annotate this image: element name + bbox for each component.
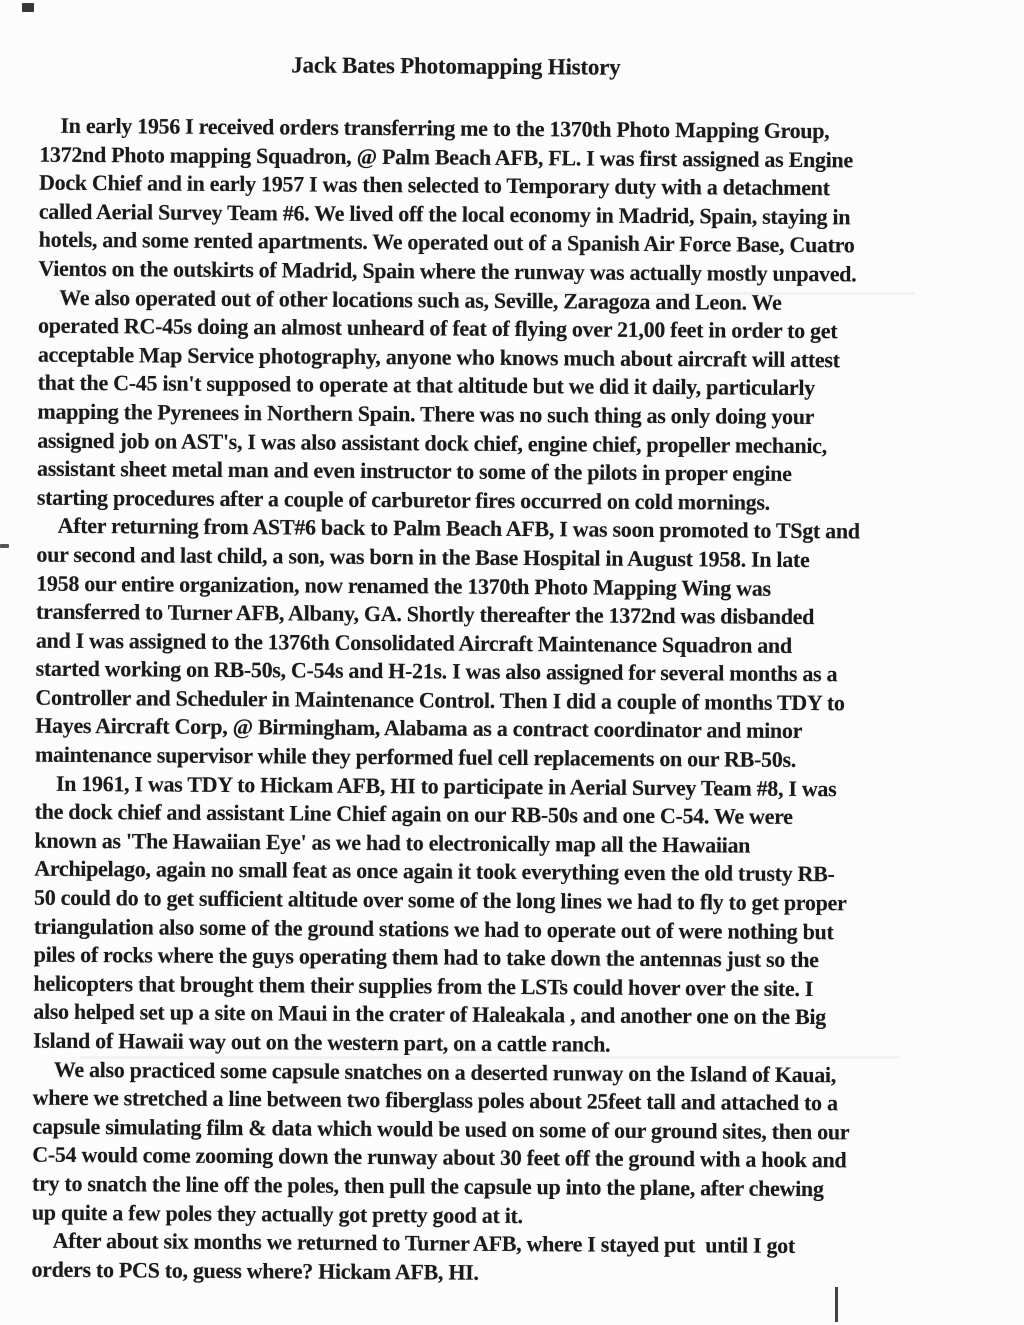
text-line: After about six months we returned to Turner AFB, where I stayed put until I got — [52, 1227, 796, 1259]
scan-artifact-margin-dash — [0, 544, 9, 548]
text-line: mapping the Pyrenees in Northern Spain. There was no such thing as only doing your — [37, 398, 815, 430]
text-line: assigned job on AST's, I was also assistant dock chief, engine chief, propeller mechanic, — [37, 427, 827, 458]
page-content — [31, 49, 996, 1291]
text-line: acceptable Map Service photography, anyone who knows much about aircraft will attest — [37, 341, 840, 373]
text-line: transferred to Turner AFB, Albany, GA. Shortly thereafter the 1372nd was disbanded — [35, 598, 815, 630]
text-line: maintenance supervisor while they performed fuel cell replacements on our RB-50s. — [34, 741, 797, 773]
text-line: Hayes Aircraft Corp, @ Birmingham, Alabama as a contract coordinator and minor — [35, 713, 803, 744]
document-title: Jack Bates Photomapping History — [291, 52, 621, 80]
paragraph — [31, 1227, 987, 1291]
text-line: 50 could do to get sufficient altitude over some of the long lines we had to fly to get proper — [34, 884, 847, 916]
text-line: Archipelago, again no small feat as once again it took everything even the old trusty RB- — [34, 856, 835, 887]
text-line: In 1961, I was TDY to Hickam AFB, HI to participate in Aerial Survey Team #8, I was — [55, 770, 837, 801]
text-line: We also practiced some capsule snatches on a deserted runway on the Island of Kauai, — [53, 1056, 837, 1087]
text-line: helicopters that brought them their supplies from the LSTs could hover over the site. I — [33, 970, 814, 1001]
text-line: also helped set up a site on Maui in the crater of Haleakala , and another one on the Big — [33, 999, 826, 1030]
text-line: and I was assigned to the 1376th Consolidated Aircraft Maintenance Squadron and — [35, 627, 792, 658]
text-line: piles of rocks where the guys operating them had to take down the antennas just so the — [33, 941, 819, 973]
paragraph — [37, 283, 995, 518]
text-line: assistant sheet metal man and even instructor to some of the pilots in proper engine — [36, 455, 792, 487]
text-line: up quite a few poles they actually got pretty good at it. — [31, 1199, 523, 1228]
text-line: starting procedures after a couple of carburetor fires occurred on cold mornings. — [36, 484, 770, 515]
text-line: started working on RB-50s, C-54s and H-21s. I was also assigned for several months as a — [35, 655, 838, 687]
text-line: that the C-45 isn't supposed to operate at that altitude but we did it daily, particularly — [37, 369, 816, 401]
text-line: orders to PCS to, guess where? Hickam AFB, HI. — [31, 1256, 479, 1285]
scan-artifact-vertical-line — [835, 1287, 838, 1322]
text-line: After returning from AST#6 back to Palm Beach AFB, I was soon promoted to TSgt and — [57, 513, 860, 544]
paragraph — [33, 769, 991, 1062]
text-line: 1372nd Photo mapping Squadron, @ Palm Beach AFB, FL. I was first assigned as Engine — [39, 141, 853, 172]
text-line: Controller and Scheduler in Maintenance Control. Then I did a couple of months TDY to — [35, 684, 845, 716]
scan-artifact-corner-mark — [22, 3, 34, 12]
text-line: try to snatch the line off the poles, then pull the capsule up into the plane, after chewing — [32, 1170, 824, 1202]
text-line: known as 'The Hawaiian Eye' as we had to electronically map all the Hawaiian — [34, 827, 751, 858]
text-line: 1958 our entire organization, now renamed the 1370th Photo Mapping Wing was — [36, 570, 771, 601]
text-line: Vientos on the outskirts of Madrid, Spain where the runway was actually mostly unpaved. — [38, 255, 857, 287]
text-line: our second and last child, a son, was born in the Base Hospital in August 1958. In late — [36, 541, 810, 572]
text-line: called Aerial Survey Team #6. We lived off the local economy in Madrid, Spain, staying in — [38, 198, 851, 230]
document-body — [31, 112, 995, 1291]
text-line: In early 1956 I received orders transferring me to the 1370th Photo Mapping Group, — [60, 112, 830, 144]
text-line: where we stretched a line between two fiberglass poles about 25feet tall and attached to a — [32, 1084, 838, 1116]
text-line: operated RC-45s doing an almost unheard of feat of flying over 21,00 feet in order to get — [37, 312, 838, 344]
text-line: Dock Chief and in early 1957 I was then selected to Temporary duty with a detachment — [38, 169, 830, 201]
paragraph — [32, 1055, 989, 1233]
text-line: C-54 would come zooming down the runway about 30 feet off the ground with a hook and — [32, 1142, 847, 1173]
text-line: We also operated out of other locations such as, Seville, Zaragoza and Leon. We — [59, 284, 782, 315]
paragraph — [38, 112, 995, 290]
paragraph — [35, 512, 993, 776]
text-line: triangulation also some of the ground stations we had to operate out of were nothing but — [33, 913, 834, 944]
text-line: Island of Hawaii way out on the western part, on a cattle ranch. — [33, 1027, 611, 1057]
text-line: hotels, and some rented apartments. We operated out of a Spanish Air Force Base, Cuatro — [38, 227, 855, 258]
text-line: the dock chief and assistant Line Chief again on our RB-50s and one C-54. We were — [34, 798, 793, 830]
text-line: capsule simulating film & data which would be used on some of our ground sites, then our — [32, 1113, 850, 1145]
